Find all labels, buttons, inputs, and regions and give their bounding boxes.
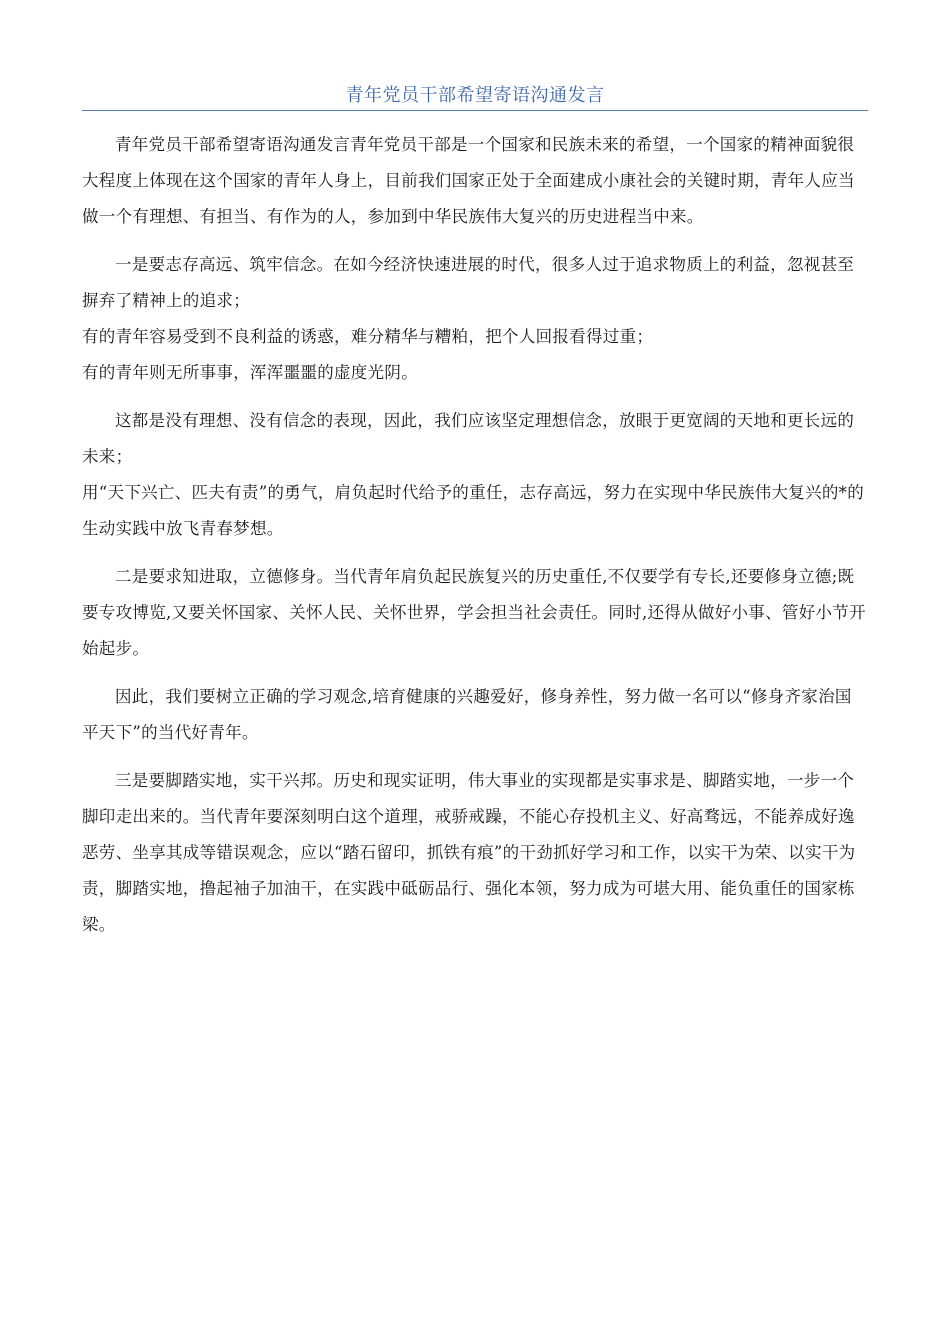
- paragraph-point-three: 三是要脚踏实地，实干兴邦。历史和现实证明，伟大事业的实现都是实事求是、脚踏实地，一步一个脚印走出来的。当代青年要深刻明白这个道理，戒骄戒躁，不能心存投机主义、好高骛远，不能养成好逸恶劳、坐享其成等错误观念，应以“踏石留印，抓铁有痕”的干劲抓好学习和工作，以实干为荣、以实干为责，脚踏实地，撸起袖子加油干，在实践中砥砺品行、强化本领，努力成为可堪大用、能负重任的国家栋梁。: [82, 771, 856, 934]
- paragraph-point-two: 二是要求知进取，立德修身。当代青年肩负起民族复兴的历史重任,不仅要学有专长,还要修身立德;既要专攻博览,又要关怀国家、关怀人民、关怀世界，学会担当社会责任。同时,还得从做好小事、管好小节开始起步。: [82, 567, 866, 658]
- paragraph-point-one-continued: 有的青年容易受到不良利益的诱惑，难分精华与糟粕，把个人回报看得过重；: [82, 327, 654, 346]
- paragraph-conclusion-one-continued: 用“天下兴亡、匹夫有责”的勇气，肩负起时代给予的重任，志存高远，努力在实现中华民族伟大复兴的*的生动实践中放飞青春梦想。: [82, 483, 865, 538]
- paragraph-point-one: 一是要志存高远、筑牢信念。在如今经济快速进展的时代，很多人过于追求物质上的利益，忽视甚至摒弃了精神上的追求；: [82, 255, 855, 310]
- paragraph-intro: 青年党员干部希望寄语沟通发言青年党员干部是一个国家和民族未来的希望，一个国家的精神面貌很大程度上体现在这个国家的青年人身上，目前我们国家正处于全面建成小康社会的关键时期，青年人应当做一个有理想、有担当、有作为的人，参加到中华民族伟大复兴的历史进程当中来。: [82, 135, 855, 226]
- paragraph-point-one-end: 有的青年则无所事事，浑浑噩噩的虚度光阴。: [82, 363, 418, 382]
- paragraph-conclusion-one: 这都是没有理想、没有信念的表现，因此，我们应该坚定理想信念，放眼于更宽阔的天地和更长远的未来；: [82, 411, 855, 466]
- page-title: 青年党员干部希望寄语沟通发言: [345, 85, 605, 106]
- document-body: [82, 127, 868, 943]
- paragraph-conclusion-two: 因此，我们要树立正确的学习观念,培育健康的兴趣爱好，修身养性，努力做一名可以“修身齐家治国平天下”的当代好青年。: [82, 687, 852, 742]
- page-header: [82, 84, 868, 111]
